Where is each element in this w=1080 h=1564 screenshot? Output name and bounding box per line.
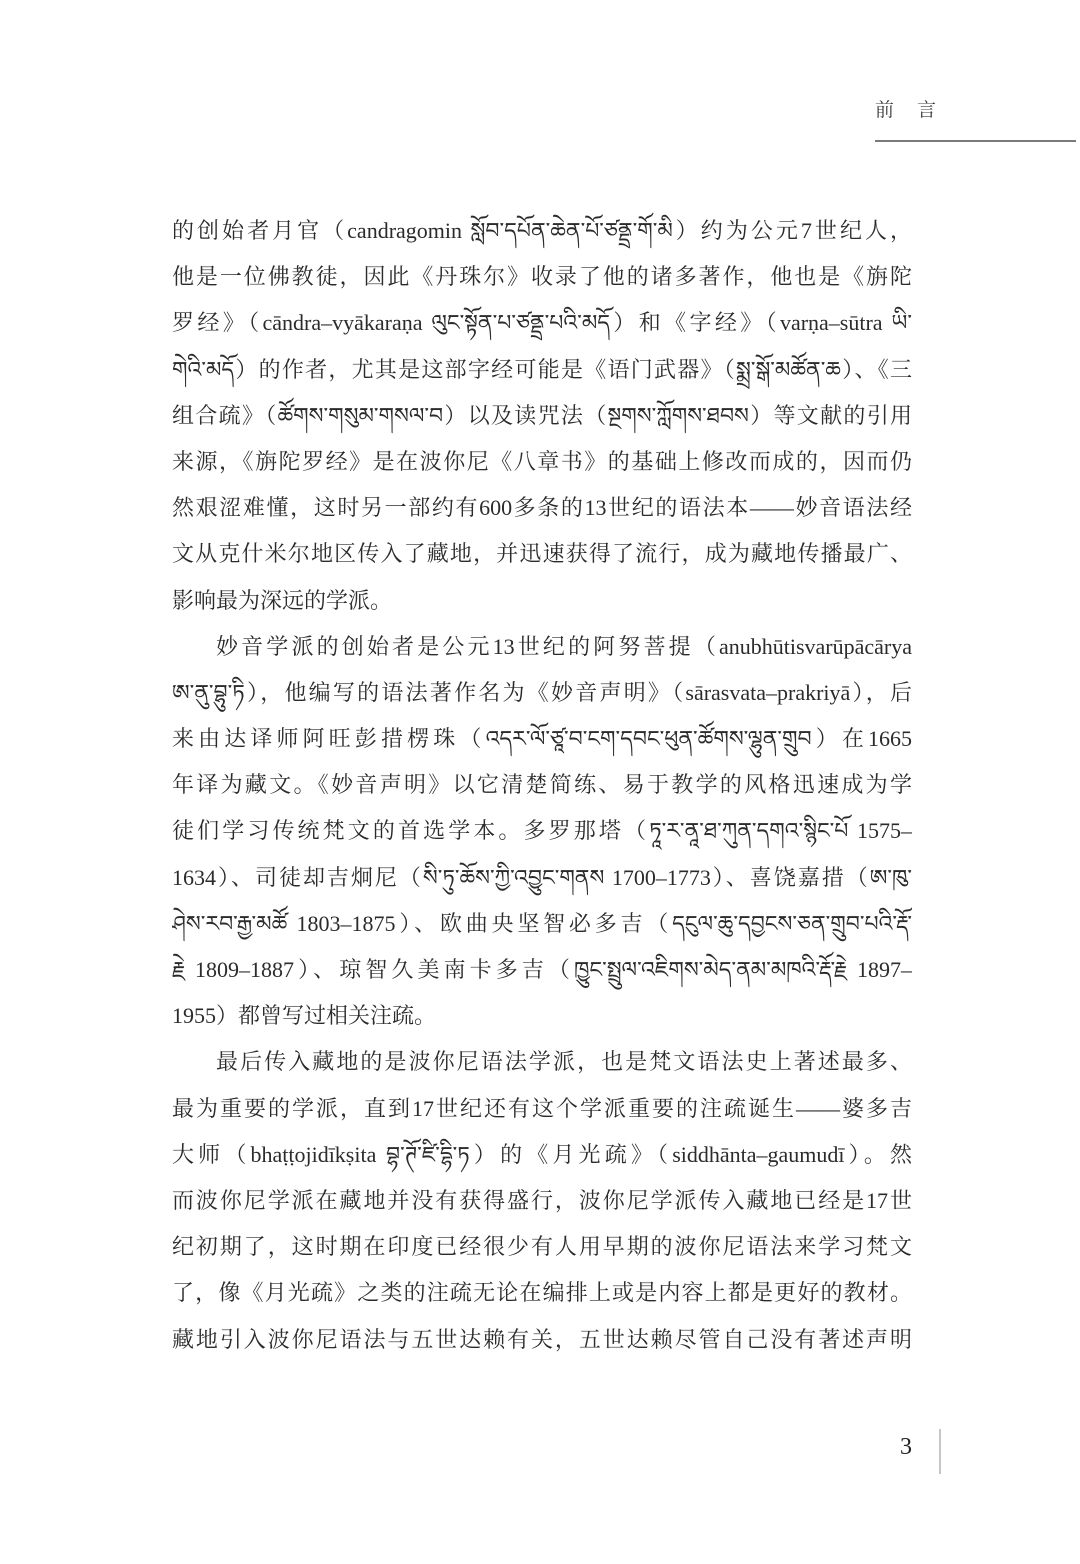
text-line: 藏地引入波你尼语法与五世达赖有关，五世达赖尽管自己没有著述声明 xyxy=(172,1326,912,1352)
text-line: 的创始者月官（candragomin སློབ་དཔོན་ཆེན་པོ་ཙནྡྲ་གོ་མི）约为公元7世纪人， xyxy=(172,218,912,243)
header-rule xyxy=(875,140,1076,142)
text-line: 了，像《月光疏》之类的注疏无论在编排上或是内容上都是更好的教材。 xyxy=(172,1280,912,1306)
text-line: 大师（bhaṭṭojidīkṣita བྷ་ཊོ་ཛི་དྷི་ཏ）的《月光疏》（siddhānta–gaumudī）。然 xyxy=(172,1141,912,1167)
running-header-title: 前 言 xyxy=(875,100,939,121)
text-line: 1955）都曾写过相关注疏。 xyxy=(172,1003,437,1029)
text-line: 组合疏》（ཚོགས་གསུམ་གསལ་བ）以及读咒法（སྔགས་ཀློགས་ཐབས）等文献的引用 xyxy=(172,402,912,428)
running-header xyxy=(875,96,1076,126)
text-line: 文从克什米尔地区传入了藏地，并迅速获得了流行，成为藏地传播最广、 xyxy=(172,541,912,567)
footer-rule xyxy=(939,1429,941,1474)
text-line: གེའི་མདོ）的作者，尤其是这部字经可能是《语门武器》（སྨྲ་སྒོ་མཚོན་ཆ）、《三 xyxy=(172,356,912,382)
text-line: 罗经》（cāndra–vyākaraṇa ལུང་སྟོན་པ་ཙནྡྲ་པའི་མདོ）和《字经》（varṇa–sūtra ཡི་ xyxy=(172,310,912,336)
text-line: 纪初期了，这时期在印度已经很少有人用早期的波你尼语法来学习梵文 xyxy=(172,1234,912,1260)
text-line: 最为重要的学派，直到17世纪还有这个学派重要的注疏诞生——婆多吉 xyxy=(172,1095,912,1121)
text-line: 来源，《旃陀罗经》是在波你尼《八章书》的基础上修改而成的，因而仍 xyxy=(172,448,912,474)
page-body xyxy=(172,208,912,1363)
text-line: 影响最为深远的学派。 xyxy=(172,587,393,613)
text-line: 来由达译师阿旺彭措楞珠（འདར་ལོ་ཙཱ་བ་ངག་དབང་ཕུན་ཚོགས་ལྷུན་གྲུབ）在1665 xyxy=(172,726,912,752)
text-line: ཨ་ནུ་བྷུ་ཏི），他编写的语法著作名为《妙音声明》（sārasvata–prakriyā），后 xyxy=(172,679,912,705)
text-line: 妙音学派的创始者是公元13世纪的阿努菩提（anubhūtisvarūpācārya xyxy=(216,633,912,659)
text-line: 然艰涩难懂，这时另一部约有600多条的13世纪的语法本——妙音语法经 xyxy=(172,495,912,521)
text-line: 而波你尼学派在藏地并没有获得盛行，波你尼学派传入藏地已经是17世 xyxy=(172,1187,912,1213)
page-number: 3 xyxy=(900,1434,912,1460)
text-line: 徒们学习传统梵文的首选学本。多罗那塔（ཏཱ་ར་ནཱ་ཐ་ཀུན་དགའ་སྙིང་པོ 1575– xyxy=(172,818,912,844)
text-line: རྗེ 1809–1887）、琼智久美南卡多吉（ཁྱུང་སྤྲུལ་འཇིགས་མེད་ནམ་མཁའི་རྡོ་རྗེ 1897– xyxy=(172,957,912,982)
text-line: 年译为藏文。《妙音声明》以它清楚简练、易于教学的风格迅速成为学 xyxy=(172,772,912,798)
text-line: ཤེས་རབ་རྒྱ་མཚོ 1803–1875）、欧曲央坚智必多吉（དངུལ་ཆུ་དབྱངས་ཅན་གྲུབ་པའི་རྡོ་ xyxy=(172,910,912,936)
text-line: 1634）、司徒却吉炯尼（སི་ཏུ་ཆོས་ཀྱི་འབྱུང་གནས 1700–1773）、喜饶嘉措（ཨ་ཁུ་ xyxy=(172,864,912,890)
text-line: 最后传入藏地的是波你尼语法学派，也是梵文语法史上著述最多、 xyxy=(216,1049,912,1075)
text-line: 他是一位佛教徒，因此《丹珠尔》收录了他的诸多著作，他也是《旃陀 xyxy=(172,264,912,290)
